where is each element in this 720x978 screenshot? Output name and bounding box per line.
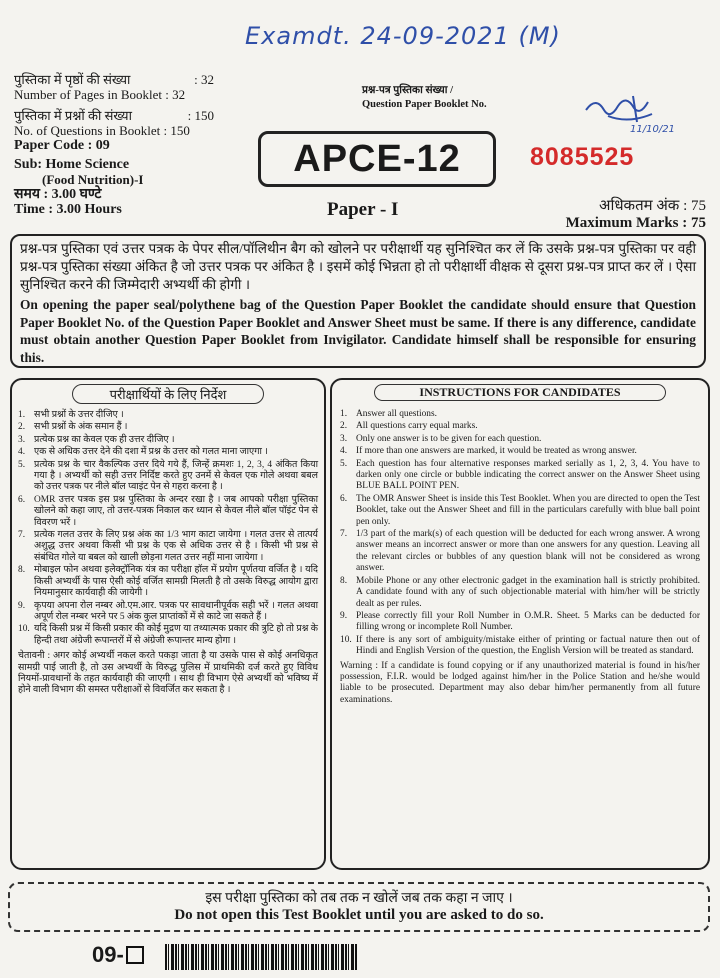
item-number: 7.: [340, 529, 348, 540]
item-number: 10.: [340, 634, 352, 645]
item-number: 8.: [340, 575, 348, 586]
list-item: [340, 446, 700, 457]
time-hi: समय : 3.00 घण्टे: [14, 187, 102, 202]
item-number: 8.: [18, 565, 26, 576]
questions-hi-row: [14, 108, 214, 123]
booklet-no-label-en: Question Paper Booklet No.: [362, 99, 487, 110]
booklet-number: 8085525: [530, 143, 635, 171]
list-item: [18, 495, 318, 529]
list-item: [18, 422, 318, 433]
list-item: [18, 530, 318, 564]
booklet-no-label-hi: प्रश्न-पत्र पुस्तिका संख्या /: [362, 85, 454, 96]
item-text: यदि किसी प्रश्न में किसी प्रकार की कोई मुद्रण या तथ्यात्मक प्रकार की त्रुटि हो तो प्रश्न के हिन्दी तथा अंग्रेजी रूपान्तरों में से अंग्रेजी रूपान्तर मान्य होगा ।: [34, 624, 318, 646]
list-item: [340, 494, 700, 528]
hindi-instructions-title-box: [72, 384, 264, 404]
item-number: 1.: [18, 410, 26, 420]
item-number: 10.: [18, 624, 30, 635]
item-text: प्रत्येक प्रश्न के चार वैकल्पिक उत्तर दिये गये हैं, जिन्हें क्रमशः 1, 2, 3, 4 अंकित किया गया है । अभ्यर्थी को सही उत्तर निर्दिष्ट करते हुए उनमें से केवल एक गोले अथवा बबल को उत्तर पत्रक पर नीले बॉल प्वाइंट पेन से गहरा करना है ।: [34, 459, 318, 493]
bottom-code: [92, 942, 144, 968]
item-number: 1.: [340, 409, 348, 419]
item-number: 4.: [18, 447, 26, 458]
list-item: [340, 611, 700, 634]
pages-en: Number of Pages in Booklet : 32: [14, 87, 186, 102]
item-text: प्रत्येक प्रश्न का केवल एक ही उत्तर दीजिए ।: [34, 434, 175, 445]
footer-notice: [8, 882, 710, 932]
english-warning: Warning : If a candidate is found copying or if any unauthorized material is found in his/her possession, F.I.R. would be lodged against him/her in the Police Station and he/she would liable to be prosecuted. Department may also debar him/her permanently from all future examinations.: [340, 660, 700, 705]
barcode: [165, 944, 358, 970]
list-item: [18, 565, 318, 599]
list-item: [340, 409, 700, 420]
list-item: [18, 601, 318, 624]
item-number: 2.: [340, 421, 348, 432]
list-item: [18, 624, 318, 647]
subject-line-1: Sub: Home Science: [14, 157, 130, 172]
hindi-instruction-list: [18, 410, 318, 647]
english-instructions-title-box: [374, 384, 666, 401]
english-instruction-list: [340, 409, 700, 658]
item-number: 3.: [340, 433, 348, 444]
list-item: [18, 447, 318, 458]
item-number: 4.: [340, 446, 348, 457]
questions-en: No. of Questions in Booklet : 150: [14, 123, 190, 138]
paper-title: Paper - I: [327, 199, 399, 220]
bottom-code-text: 09-: [92, 942, 124, 967]
handwritten-signature: [578, 92, 675, 138]
item-text: मोबाइल फोन अथवा इलेक्ट्रॉनिक यंत्र का परीक्षा हॉल में प्रयोग पूर्णतया वर्जित है । यदि किसी अभ्यर्थी के पास ऐसी कोई वर्जित सामग्री मिलती है तो उसके विरुद्ध आयोग द्वारा नियमानुसार कार्यवाही की जायेगी ।: [34, 565, 318, 599]
signature-date: 11/10/21: [630, 124, 675, 135]
item-text: सभी प्रश्नों के उत्तर दीजिए ।: [34, 410, 124, 420]
pages-hi-row: [14, 72, 214, 87]
hindi-instructions: [10, 378, 326, 870]
item-text: OMR उत्तर पत्रक इस प्रश्न पुस्तिका के अन्दर रखा है । जब आपको परीक्षा पुस्तिका खोलने को कहा जाए, तो उत्तर-पत्रक निकाल कर ध्यान से केवल नीले बॉल पॉइंट पेन से विवरण भरें ।: [34, 494, 318, 528]
pages-hi-value: : 32: [194, 72, 214, 87]
item-text: If more than one answers are marked, it would be treated as wrong answer.: [356, 446, 637, 457]
item-text: Mobile Phone or any other electronic gadget in the examination hall is strictly prohibited. A candidate found with any of such objectionable material with him/her will be strictly dealt as per rules.: [356, 575, 700, 609]
english-instructions-title: INSTRUCTIONS FOR CANDIDATES: [419, 385, 621, 399]
paper-code: Paper Code : 09: [14, 138, 110, 153]
subject-line-2: (Food Nutrition)-I: [42, 172, 144, 187]
list-item: [340, 576, 700, 610]
item-text: Only one answer is to be given for each question.: [356, 433, 542, 444]
booklet-no-label: [362, 84, 487, 112]
english-instructions: [330, 378, 710, 870]
handwritten-exam-date: Examdt. 24-09-2021 (M): [245, 22, 561, 50]
list-item: [18, 410, 318, 421]
max-marks-hi: अधिकतम अंक : 75: [598, 198, 706, 214]
item-text: सभी प्रश्नों के अंक समान हैं ।: [34, 422, 128, 433]
list-item: [18, 460, 318, 494]
item-text: If there is any sort of ambiguity/mistake either of printing or factual nature then out of Hindi and English Version of the question, the English Version will be treated as standard.: [356, 634, 700, 657]
item-number: 9.: [340, 610, 348, 621]
item-number: 6.: [18, 494, 26, 505]
item-number: 2.: [18, 422, 26, 433]
list-item: [340, 529, 700, 575]
questions-hi-label: पुस्तिका में प्रश्नों की संख्या: [14, 108, 132, 123]
list-item: [340, 421, 700, 432]
footer-english: Do not open this Test Booklet until you are asked to do so.: [174, 907, 544, 923]
list-item: [340, 459, 700, 493]
notice-hindi: प्रश्न-पत्र पुस्तिका एवं उत्तर पत्रक के पेपर सील/पॉलिथीन बैग को खोलने पर परीक्षार्थी यह सुनिश्चित कर लें कि उसके प्रश्न-पत्र पुस्तिका पर वही प्रश्न-पत्र पुस्तिका संख्या अंकित है जो उत्तर पत्रक पर अंकित है । इसमें कोई भिन्नता हो तो परीक्षार्थी वीक्षक से दूसरा प्रश्न-पत्र प्राप्त कर लें । ऐसा सुनिश्चित करने की जिम्मेदारी अभ्यर्थी की होगी ।: [20, 241, 696, 292]
item-number: 5.: [18, 459, 26, 470]
item-text: All questions carry equal marks.: [356, 421, 478, 432]
item-text: एक से अधिक उत्तर देने की दशा में प्रश्न के उत्तर को गलत माना जाएगा ।: [34, 447, 268, 458]
item-text: 1/3 part of the mark(s) of each question will be deducted for each wrong answer. A wrong answer means an incorrect answer or more than one answers for any question. Leaving all the relevant circles or bubbles of any question blank will not be considered as wrong answer.: [356, 529, 700, 574]
item-number: 9.: [18, 600, 26, 611]
list-item: [340, 434, 700, 445]
notice-english: On opening the paper seal/polythene bag of the Question Paper Booklet the candidate should ensure that Question Paper Booklet No. of the Question Paper Booklet and Answer Sheet must be same. If there is any difference, candidate must obtain another Question Paper Booklet from Invigilator. Candidate himself shall be responsible for ensuring this.: [20, 297, 696, 365]
pages-hi-label: पुस्तिका में पृष्ठों की संख्या: [14, 72, 131, 87]
checkbox-square-icon: [126, 946, 144, 964]
item-number: 7.: [18, 530, 26, 541]
hindi-warning: चेतावनी : अगर कोई अभ्यर्थी नकल करते पकड़ा जाता है या उसके पास से कोई अनधिकृत सामग्री पाई जाती है, तो उस अभ्यर्थी के विरुद्ध पुलिस में प्राथमिकी दर्ज करते हुए विविध नियमों-प्रावधानों के तहत कार्यवाही की जाएगी । साथ ही विभाग ऐसे अभ्यर्थी को भविष्य में होने वाली विभाग की समस्त परीक्षाओं से विवर्जित कर सकता है ।: [18, 651, 318, 696]
item-number: 5.: [340, 458, 348, 469]
list-item: [340, 635, 700, 658]
paper-code-box: [258, 131, 496, 187]
max-marks: [486, 198, 706, 232]
item-number: 3.: [18, 434, 26, 445]
paper-code-text: APCE-12: [293, 137, 461, 180]
item-text: Please correctly fill your Roll Number in O.M.R. Sheet. 5 Marks can be deducted for filling wrong or incomplete Roll Number.: [356, 610, 700, 633]
item-text: Answer all questions.: [356, 409, 437, 419]
item-number: 6.: [340, 493, 348, 504]
max-marks-en: Maximum Marks : 75: [565, 215, 706, 231]
item-text: प्रत्येक गलत उत्तर के लिए प्रश्न अंक का 1/3 भाग काटा जायेगा । गलत उत्तर से तात्पर्य अशुद्ध उत्तर अथवा किसी भी प्रश्न के एक से अधिक उत्तर से है । किसी भी प्रश्न से संबंधित गोले या बबल को खाली छोड़ना गलत उत्तर नहीं माना जायेगा ।: [34, 530, 318, 563]
time-en: Time : 3.00 Hours: [14, 202, 122, 217]
item-text: कृपया अपना रोल नम्बर ओ.एम.आर. पत्रक पर सावधानीपूर्वक सही भरें । गलत अथवा अपूर्ण रोल नम्बर भरने पर 5 अंक कुल प्राप्तांकों में से काटे जा सकते हैं ।: [34, 600, 318, 622]
item-text: Each question has four alternative responses marked serially as 1, 2, 3, 4. You have to darken only one circle or bubble indicating the correct answer on the Answer Sheet using BLUE BALL POINT PEN.: [356, 458, 700, 492]
booklet-meta: [14, 72, 234, 217]
list-item: [18, 435, 318, 446]
item-text: The OMR Answer Sheet is inside this Test Booklet. When you are directed to open the Test Booklet, take out the Answer Sheet and fill in the particulars carefully with blue ball point pen only.: [356, 493, 700, 527]
hindi-instructions-title: परीक्षार्थियों के लिए निर्देश: [109, 387, 227, 402]
footer-hindi: इस परीक्षा पुस्तिका को तब तक न खोलें जब तक कहा न जाए ।: [205, 891, 513, 906]
questions-hi-value: : 150: [187, 108, 214, 123]
notice-box: [10, 234, 706, 368]
